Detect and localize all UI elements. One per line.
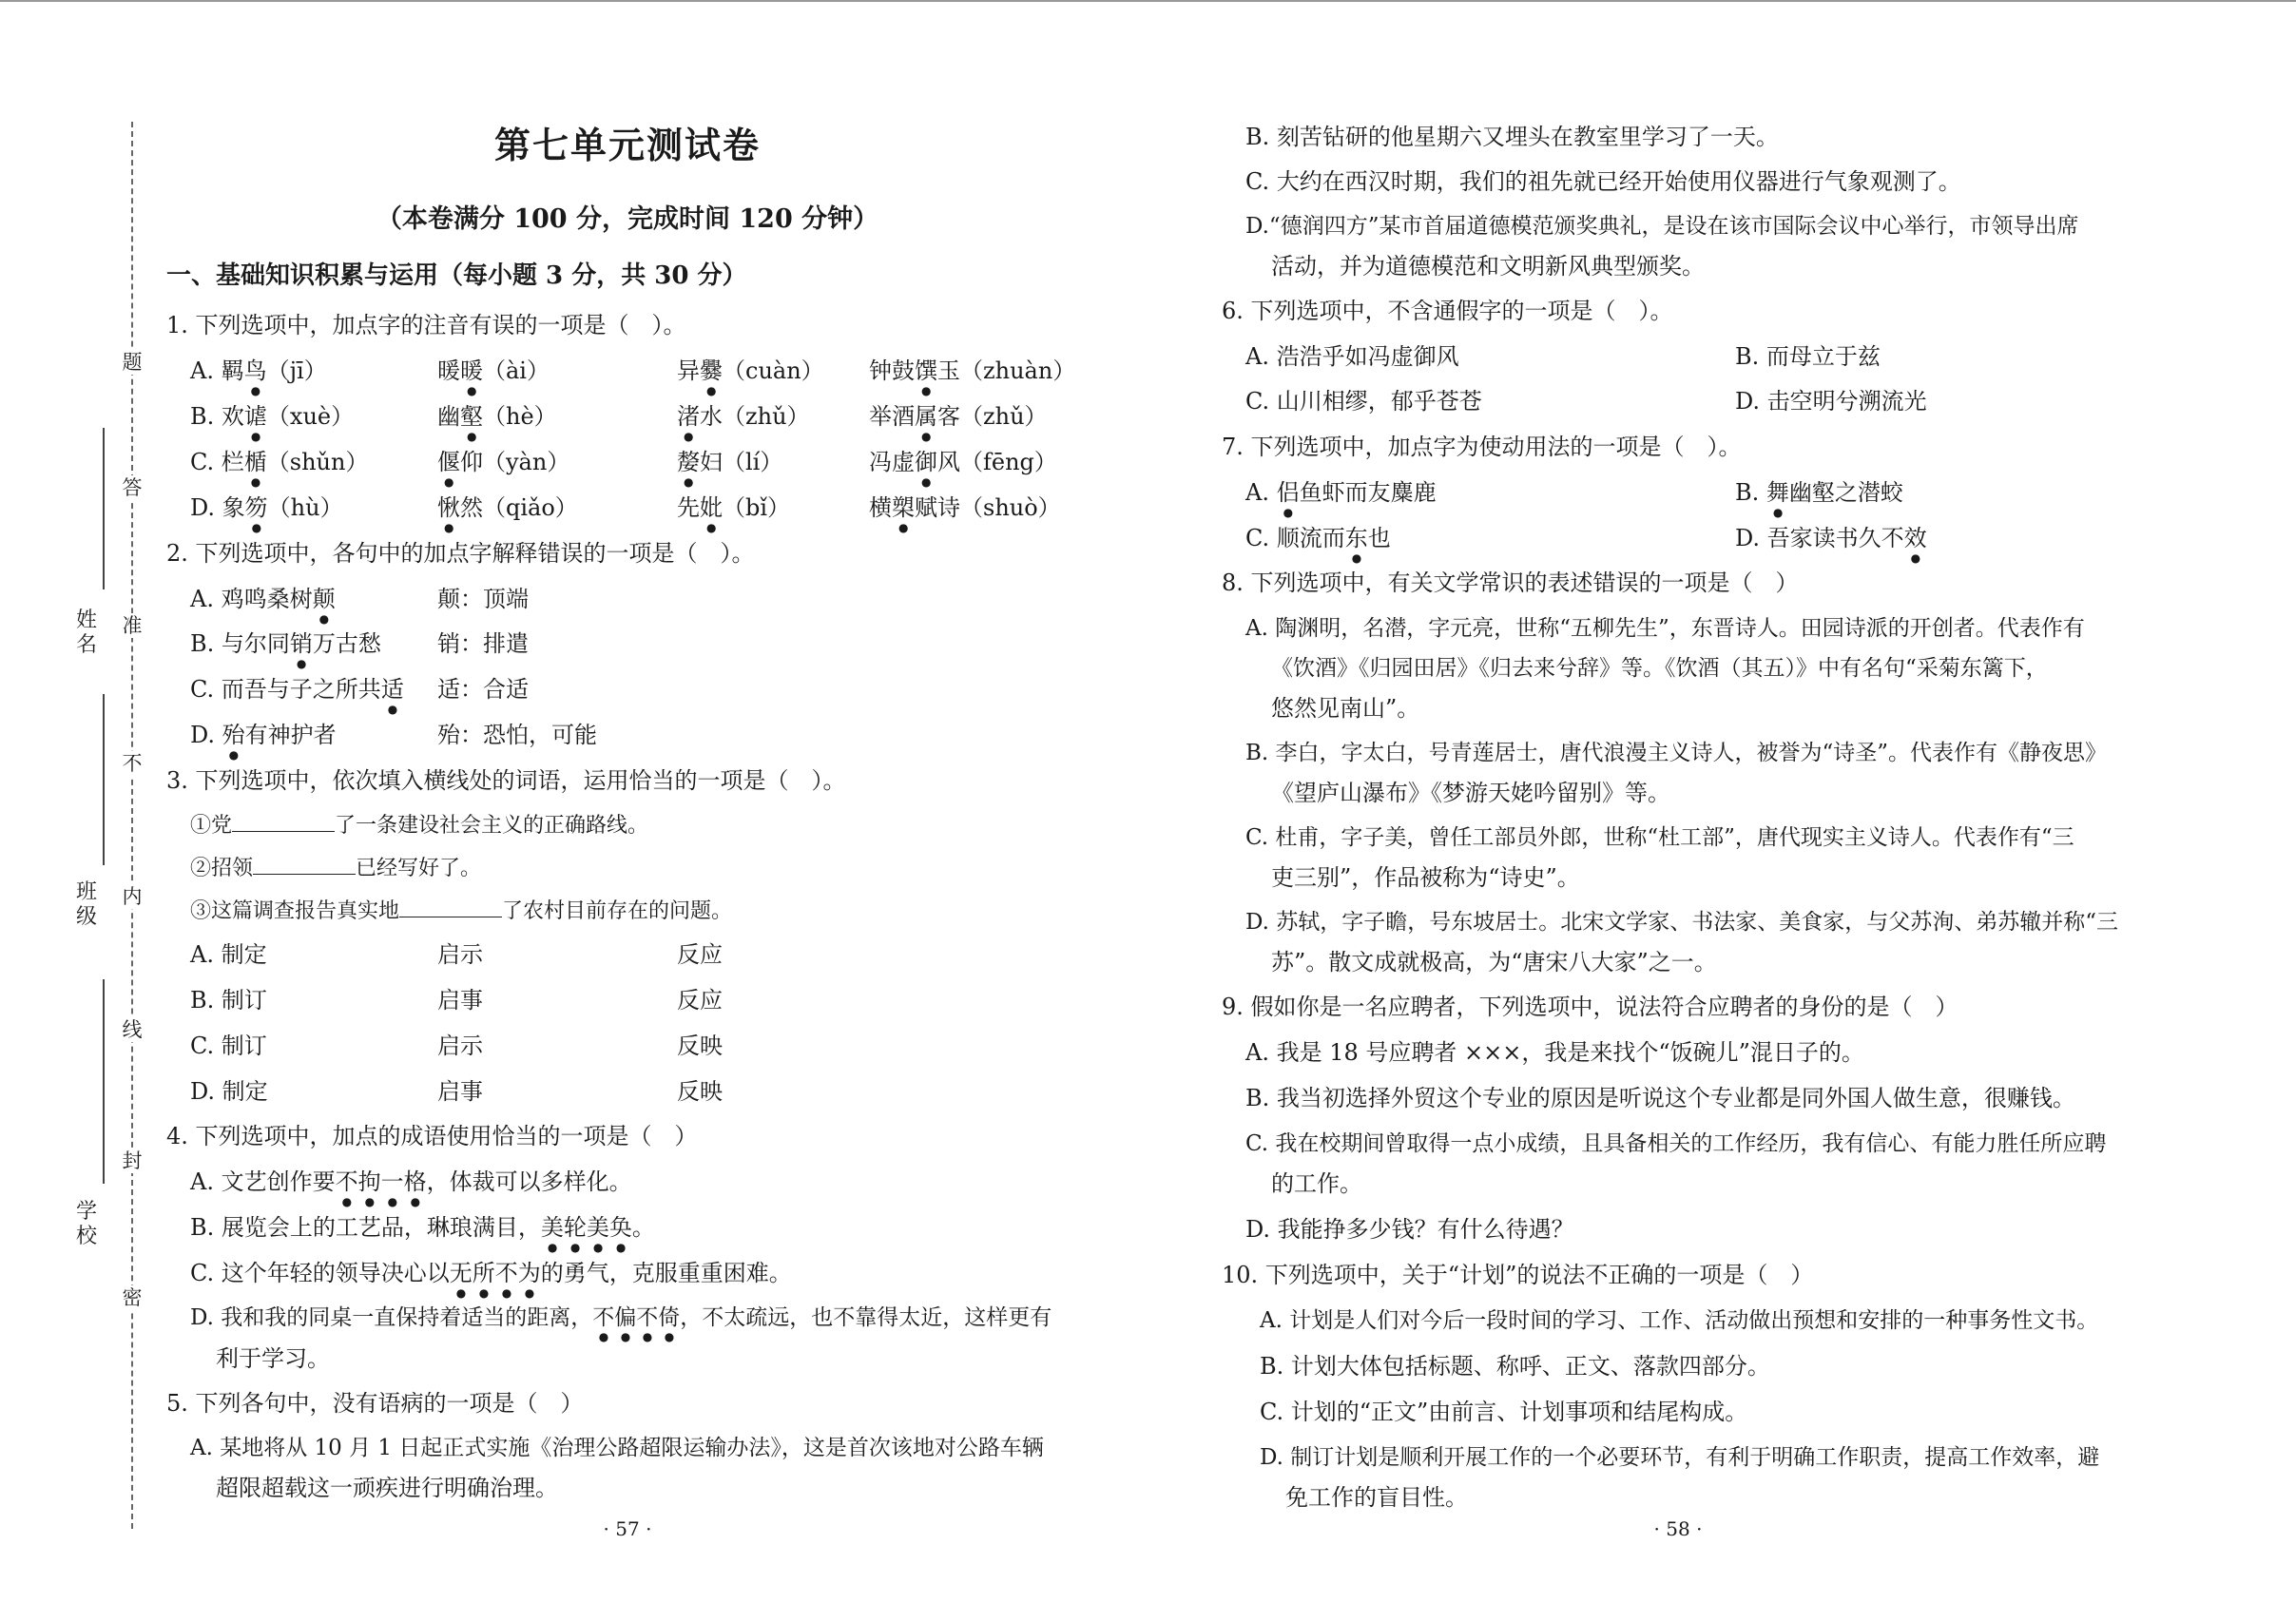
top-border	[0, 0, 2296, 2]
q3-c-3: 反映	[677, 1033, 723, 1059]
q6-option-d: D. 击空明兮溯流光	[1735, 388, 1927, 415]
q5-option-a-line1: A. 某地将从 10 月 1 日起正式实施《治理公路超限运输办法》，这是首次该地对公路车辆	[190, 1436, 1044, 1460]
q4-option-b: B. 展览会上的工艺品，琳琅满目，美轮美奂。	[190, 1214, 655, 1241]
q10-option-a: A. 计划是人们对今后一段时间的学习、工作、活动做出预想和安排的一种事务性文书。	[1260, 1308, 2099, 1333]
q4-option-a: A. 文艺创作要不拘一格，体裁可以多样化。	[190, 1168, 632, 1195]
q8-option-b-line1: B. 李白，字太白，号青莲居士，唐代浪漫主义诗人，被誉为“诗圣”。代表作有《静夜思》	[1245, 741, 2108, 765]
class-label: 班级	[75, 880, 97, 929]
q1-b-opt2: 幽壑（hè）	[437, 403, 557, 430]
q5-option-b: B. 刻苦钻研的他星期六又埋头在教室里学习了一天。	[1245, 124, 1779, 150]
q6-option-a: A. 浩浩乎如冯虚御风	[1245, 343, 1459, 370]
school-label: 学校	[75, 1200, 97, 1248]
q8-option-a-line2: 《饮酒》《归园田居》《归去来兮辞》等。《饮酒（其五）》中有名句“采菊东篱下，	[1271, 656, 2048, 681]
q3-b-2: 启事	[437, 987, 483, 1014]
q9-option-c-line2: 的工作。	[1271, 1170, 1362, 1197]
name-rule	[103, 428, 105, 589]
q2-option-d: D. 殆有神护者	[190, 722, 337, 748]
q3-c-1: C. 制订	[190, 1033, 267, 1059]
seal-char-mi: 密	[120, 1285, 145, 1310]
q4-option-c: C. 这个年轻的领导决心以无所不为的勇气，克服重重困难。	[190, 1260, 792, 1286]
q3-d-1: D. 制定	[190, 1078, 268, 1105]
q10-option-b: B. 计划大体包括标题、称呼、正文、落款四部分。	[1260, 1353, 1770, 1380]
q3-c-2: 启示	[437, 1033, 483, 1059]
q3-a-3: 反应	[677, 941, 723, 968]
q10-stem: 10. 下列选项中，关于“计划”的说法不正确的一项是（ ）	[1222, 1262, 1814, 1288]
q1-a-opt4: 钟鼓馔玉（zhuàn）	[869, 357, 1076, 384]
q3-b-1: B. 制订	[190, 987, 267, 1014]
q10-option-d-line1: D. 制订计划是顺利开展工作的一个必要环节，有利于明确工作职责，提高工作效率，避	[1260, 1445, 2100, 1470]
seal-char-bu: 不	[120, 751, 145, 776]
q8-option-a-line1: A. 陶渊明，名潜，字元亮，世称“五柳先生”，东晋诗人。田园诗派的开创者。代表作有	[1245, 616, 2085, 641]
q8-option-b-line2: 《望庐山瀑布》《梦游天姥吟留别》等。	[1271, 780, 1670, 806]
q3-d-2: 启事	[437, 1078, 483, 1105]
q8-option-a-line3: 悠然见南山”。	[1271, 695, 1420, 722]
seal-char-xian: 线	[120, 1017, 145, 1042]
q1-a-opt1: A. 羁鸟（jī）	[190, 357, 327, 384]
q7-option-a: A. 侣鱼虾而友麋鹿	[1245, 479, 1437, 506]
q2-explain-b: 销：排遣	[437, 630, 529, 657]
q10-option-c: C. 计划的“正文”由前言、计划事项和结尾构成。	[1260, 1399, 1748, 1425]
q3-stem: 3. 下列选项中，依次填入横线处的词语，运用恰当的一项是（ ）。	[166, 767, 846, 794]
q1-stem: 1. 下列选项中，加点字的注音有误的一项是（ ）。	[166, 312, 686, 338]
q8-option-c-line2: 吏三别”，作品被称为“诗史”。	[1271, 864, 1580, 891]
q5-option-d-line1: D.“德润四方”某市首届道德模范颁奖典礼，是设在该市国际会议中心举行，市领导出席	[1245, 214, 2079, 239]
name-label: 姓名	[75, 608, 97, 657]
q5-option-d-line2: 活动，并为道德模范和文明新风典型颁奖。	[1271, 253, 1705, 280]
q1-c-opt1: C. 栏楯（shǔn）	[190, 449, 369, 475]
q3-b-3: 反应	[677, 987, 723, 1014]
q8-stem: 8. 下列选项中，有关文学常识的表述错误的一项是（ ）	[1222, 570, 1799, 596]
q1-c-opt4: 冯虚御风（fēng）	[869, 449, 1057, 475]
class-rule	[103, 694, 105, 865]
q3-item-1: ①党 了一条建设社会主义的正确路线。	[190, 810, 648, 841]
q2-explain-a: 颠：顶端	[437, 586, 529, 612]
q1-d-opt2: 愀然（qiǎo）	[437, 494, 578, 521]
page-number-58: · 58 ·	[1653, 1517, 1703, 1540]
q7-option-b: B. 舞幽壑之潜蛟	[1735, 479, 1903, 506]
q3-blank-1	[232, 810, 335, 832]
seal-dashed-line	[131, 122, 133, 1529]
q5-stem: 5. 下列各句中，没有语病的一项是（ ）	[166, 1390, 584, 1417]
q3-item-2: ②招领 已经写好了。	[190, 853, 481, 884]
q6-option-b: B. 而母立于兹	[1735, 343, 1881, 370]
q1-a-opt3: 异爨（cuàn）	[677, 357, 824, 384]
q3-item-3: ③这篇调查报告真实地 了农村目前存在的问题。	[190, 896, 732, 927]
seal-char-feng: 封	[120, 1149, 145, 1173]
q8-option-c-line1: C. 杜甫，字子美，曾任工部员外郎，世称“杜工部”，唐代现实主义诗人。代表作有“三	[1245, 825, 2074, 850]
q9-option-a: A. 我是 18 号应聘者 ×××，我是来找个“饭碗儿”混日子的。	[1245, 1039, 1864, 1066]
q5-option-a-line2: 超限超载这一顽疾进行明确治理。	[216, 1475, 558, 1501]
q1-d-opt1: D. 象笏（hù）	[190, 494, 343, 521]
q2-stem: 2. 下列选项中，各句中的加点字解释错误的一项是（ ）。	[166, 540, 755, 567]
school-rule	[103, 979, 105, 1184]
q3-d-3: 反映	[677, 1078, 723, 1105]
seal-char-da: 答	[120, 475, 145, 500]
q4-option-d: D. 我和我的同桌一直保持着适当的距离，不偏不倚，不太疏远，也不靠得太近，这样更有	[190, 1305, 1052, 1330]
q9-option-b: B. 我当初选择外贸这个专业的原因是听说这个专业都是同外国人做生意，很赚钱。	[1245, 1085, 2075, 1111]
q4-stem: 4. 下列选项中，加点的成语使用恰当的一项是（ ）	[166, 1123, 698, 1149]
q1-c-opt2: 偃仰（yàn）	[437, 449, 570, 475]
page-number-57: · 57 ·	[603, 1517, 652, 1540]
q1-b-opt1: B. 欢谑（xuè）	[190, 403, 355, 430]
exam-title: 第七单元测试卷	[493, 124, 761, 166]
q2-option-a: A. 鸡鸣桑树颠	[190, 586, 336, 612]
q9-option-c-line1: C. 我在校期间曾取得一点小成绩，且具备相关的工作经历，我有信心、有能力胜任所应聘	[1245, 1131, 2107, 1156]
q4-option-d-cont: 利于学习。	[216, 1345, 330, 1372]
q1-d-opt4: 横槊赋诗（shuò）	[869, 494, 1061, 521]
q3-blank-2	[253, 853, 356, 875]
q1-c-opt3: 嫠妇（lí）	[677, 449, 783, 475]
q7-stem: 7. 下列选项中，加点字为使动用法的一项是（ ）。	[1222, 434, 1742, 460]
binding-margin	[0, 0, 152, 1622]
q1-b-opt3: 渚水（zhǔ）	[677, 403, 810, 430]
seal-char-zhun: 准	[120, 613, 145, 638]
q2-explain-c: 适：合适	[437, 676, 529, 703]
q3-a-2: 启示	[437, 941, 483, 968]
q2-explain-d: 殆：恐怕，可能	[437, 722, 597, 748]
q3-a-1: A. 制定	[190, 941, 267, 968]
section-heading: 一、基础知识积累与运用（每小题 3 分，共 30 分）	[166, 261, 747, 290]
q2-option-b: B. 与尔同销万古愁	[190, 630, 381, 657]
q10-option-d-line2: 免工作的盲目性。	[1285, 1484, 1468, 1511]
q5-option-c: C. 大约在西汉时期，我们的祖先就已经开始使用仪器进行气象观测了。	[1245, 168, 1961, 195]
q6-stem: 6. 下列选项中，不含通假字的一项是（ ）。	[1222, 298, 1673, 324]
q7-option-d: D. 吾家读书久不效	[1735, 525, 1927, 551]
q9-stem: 9. 假如你是一名应聘者，下列选项中，说法符合应聘者的身份的是（ ）	[1222, 994, 1958, 1020]
exam-subtitle: （本卷满分 100 分，完成时间 120 分钟）	[376, 204, 879, 234]
q7-option-c: C. 顺流而东也	[1245, 525, 1391, 551]
q6-option-c: C. 山川相缪，郁乎苍苍	[1245, 388, 1482, 415]
q1-d-opt3: 先妣（bǐ）	[677, 494, 791, 521]
q8-option-d-line2: 苏”。散文成就极高，为“唐宋八大家”之一。	[1271, 949, 1717, 975]
q1-b-opt4: 举酒属客（zhǔ）	[869, 403, 1048, 430]
seal-char-ti: 题	[120, 350, 145, 375]
q8-option-d-line1: D. 苏轼，字子瞻，号东坡居士。北宋文学家、书法家、美食家，与父苏洵、弟苏辙并称“三	[1245, 910, 2119, 935]
q2-option-c: C. 而吾与子之所共适	[190, 676, 404, 703]
q1-a-opt2: 暖暖（ài）	[437, 357, 550, 384]
q9-option-d: D. 我能挣多少钱？有什么待遇？	[1245, 1216, 1574, 1243]
q3-blank-3	[399, 896, 502, 917]
seal-char-nei: 内	[120, 884, 145, 909]
